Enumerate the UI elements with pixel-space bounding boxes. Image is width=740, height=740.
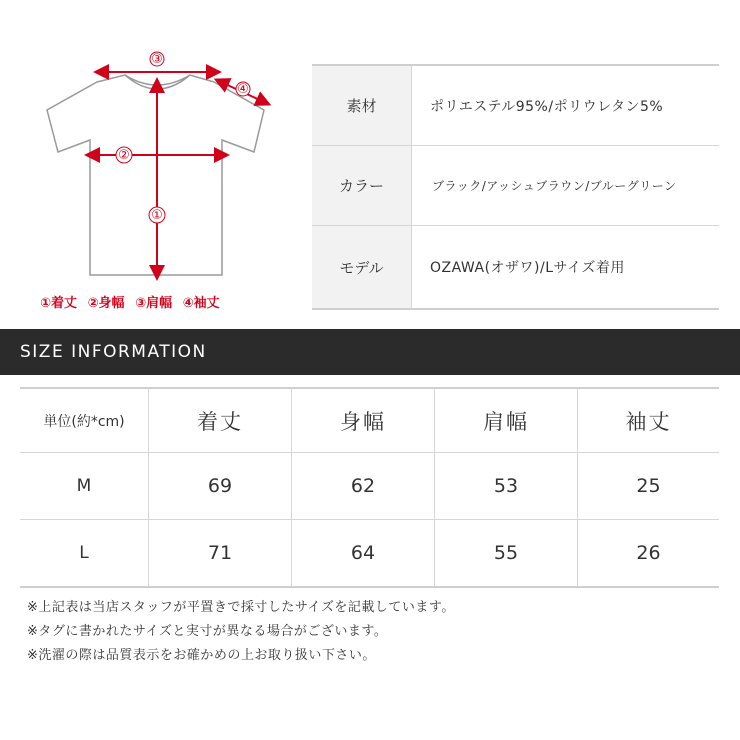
marker-shoulder: ③ (151, 52, 163, 67)
size-label: L (20, 520, 149, 588)
product-spec-table (312, 64, 719, 310)
legend-shoulder: ③肩幅 (135, 296, 173, 311)
size-label: M (20, 453, 149, 520)
spec-label: 素材 (312, 66, 412, 145)
spec-value: ブラック/アッシュブラウン/ブルーグリーン (432, 179, 677, 193)
table-cell: 25 (578, 453, 720, 520)
tshirt-diagram-svg (0, 0, 300, 325)
table-cell: 64 (292, 520, 435, 588)
legend-length: ①着丈 (40, 296, 78, 311)
header-shoulder: 肩幅 (435, 388, 578, 453)
marker-chest: ② (118, 148, 130, 163)
measurement-legend (40, 292, 280, 311)
spec-row-material (312, 66, 719, 146)
header-unit: 単位(約*cm) (20, 388, 149, 453)
spec-row-color (312, 146, 719, 226)
spec-row-model (312, 226, 719, 308)
spec-value: ポリエステル95%/ポリウレタン5% (430, 98, 664, 115)
table-row (20, 520, 719, 588)
header-width: 身幅 (292, 388, 435, 453)
note-line: ※上記表は当店スタッフが平置きで採寸したサイズを記載しています。 (27, 600, 455, 615)
note-line: ※タグに書かれたサイズと実寸が異なる場合がございます。 (27, 624, 388, 639)
header-length: 着丈 (149, 388, 292, 453)
legend-width: ②身幅 (87, 296, 125, 311)
spec-value: OZAWA(オザワ)/Lサイズ着用 (430, 260, 625, 276)
table-row (20, 453, 719, 520)
marker-sleeve: ④ (237, 82, 249, 97)
note-line: ※洗濯の際は品質表示をお確かめの上お取り扱い下さい。 (27, 648, 376, 663)
notes (27, 596, 455, 668)
legend-sleeve: ④袖丈 (182, 296, 220, 311)
banner-title: SIZE INFORMATION (20, 342, 207, 362)
marker-length: ① (151, 208, 163, 223)
header-sleeve: 袖丈 (578, 388, 720, 453)
table-cell: 55 (435, 520, 578, 588)
spec-label: カラー (312, 146, 412, 225)
table-cell: 62 (292, 453, 435, 520)
table-cell: 26 (636, 542, 661, 564)
spec-label: モデル (312, 226, 412, 308)
table-cell: 71 (149, 520, 292, 588)
size-table (20, 387, 719, 588)
size-table-header (20, 388, 719, 453)
tshirt-outline (47, 75, 264, 275)
tshirt-measurement-diagram (0, 0, 300, 325)
size-information-banner (0, 329, 740, 375)
table-cell: 69 (149, 453, 292, 520)
table-cell: 53 (435, 453, 578, 520)
